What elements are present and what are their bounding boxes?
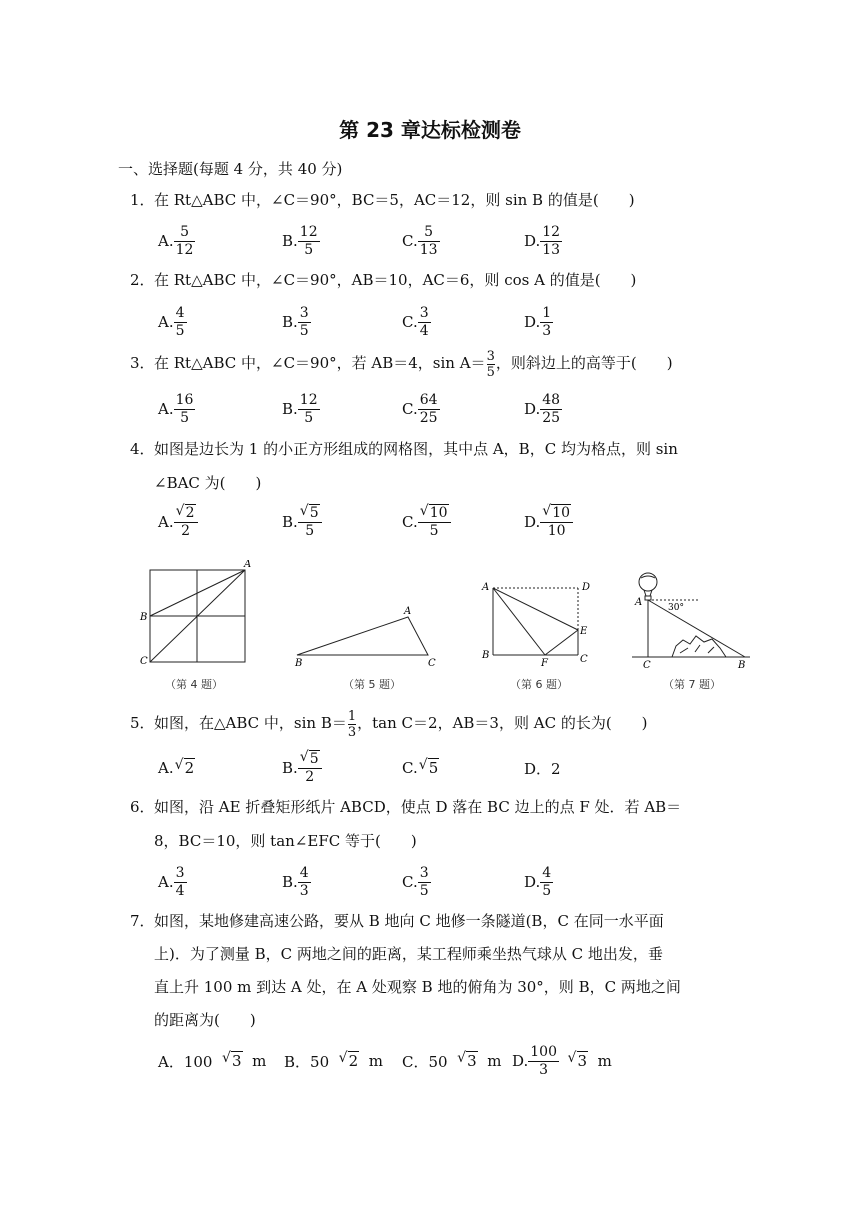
fig7-label-a: A [635, 597, 643, 608]
options-q4 [158, 500, 758, 544]
question-number: 4． [130, 440, 155, 458]
figure-5-triangle [297, 617, 428, 655]
question-4 [130, 432, 738, 500]
caption-fig7: （第 7 题） [663, 678, 721, 691]
fig6-label-c: C [580, 654, 588, 665]
option-b[interactable]: B．50 √ 2 m [284, 1050, 383, 1071]
question-text: 如图是边长为 1 的小正方形组成的网格图，其中点 A，B，C 均为格点，则 sin [154, 440, 678, 458]
options-q5 [158, 746, 758, 790]
option-a[interactable]: A. $\frac{5}{12}$ [158, 223, 194, 258]
figures-svg [0, 560, 860, 700]
fig4-label-c: C [140, 656, 148, 667]
question-number: 1． [130, 191, 155, 209]
option-c[interactable]: C. $\frac{3}{4}$ [402, 304, 429, 339]
option-d[interactable]: D. $\frac{48}{25}$ [524, 391, 561, 426]
question-1 [130, 183, 738, 217]
options-q2 [158, 300, 758, 344]
options-q3 [158, 387, 758, 431]
fig6-label-a: A [482, 582, 490, 593]
option-c[interactable]: C. $\frac{64}{25}$ [402, 391, 438, 426]
figure-7-balloon [632, 573, 750, 657]
question-text-cont: 8，BC＝10，则 tan∠EFC 等于( ) [154, 832, 417, 850]
caption-fig5: （第 5 题） [343, 678, 401, 691]
option-c[interactable]: C．50 √ 3 m [402, 1050, 502, 1071]
inline-fraction: $\frac{1}{3}$ [347, 708, 357, 740]
fig6-label-f: F [541, 658, 548, 669]
option-d[interactable]: D. $\frac{4}{5}$ [524, 864, 552, 899]
question-text: 如图，沿 AE 折叠矩形纸片 ABCD，使点 D 落在 BC 边上的点 F 处．若 AB＝ [154, 798, 682, 816]
question-3: 3．在 Rt△ABC 中，∠C＝90°，若 AB＝4，sin A＝ $\frac{3}{5}$ ，则斜边上的高等于( ) [130, 346, 738, 380]
options-q1 [158, 219, 758, 263]
caption-fig4: （第 4 题） [165, 678, 223, 691]
option-d[interactable]: D. $\frac{1}{3}$ [524, 304, 552, 339]
section-heading: 一、选择题(每题 4 分，共 40 分) [118, 160, 343, 178]
question-text: 在 Rt△ABC 中，∠C＝90°，AB＝10，AC＝6，则 cos A 的值是( ) [154, 271, 637, 289]
option-c[interactable]: C. √ 5 [402, 757, 439, 777]
inline-fraction: $\frac{3}{5}$ [486, 348, 495, 380]
question-text-cont: ∠BAC 为( ) [154, 474, 262, 492]
figure-4-grid [150, 570, 245, 662]
option-d[interactable]: D．2 [524, 759, 561, 778]
question-7: 7．如图，某地修建高速公路，要从 B 地向 C 地修一条隧道(B，C 在同一水平面 上)．为了测量 B，C 两地之间的距离，某工程师乘坐热气球从 C 地出发，垂 直上升 100 m 到达 A 处，在 A 处观察 B 地的俯角为 30°，则 B，C 两地之间 的距离为( ) [130, 905, 738, 1037]
question-text: 在 Rt△ABC 中，∠C＝90°，若 AB＝4，sin A＝ [154, 354, 486, 372]
fig5-label-a: A [404, 606, 412, 617]
option-a[interactable]: A. √ 2 2 [158, 500, 197, 544]
figures-row [0, 560, 860, 700]
fig4-label-b: B [140, 612, 148, 623]
option-a[interactable]: A. $\frac{3}{4}$ [158, 864, 185, 899]
option-d[interactable]: D. √ 10 10 [524, 500, 572, 544]
question-text: 如图，某地修建高速公路，要从 B 地向 C 地修一条隧道(B，C 在同一水平面 [154, 912, 664, 930]
option-b[interactable]: B. √ 5 2 [282, 746, 321, 790]
fig7-label-c: C [643, 660, 651, 671]
option-a[interactable]: A. $\frac{16}{5}$ [158, 391, 194, 426]
fig6-label-b: B [482, 650, 490, 661]
option-d[interactable]: D. $\frac{100}{3}$ √ 3 m [512, 1043, 612, 1078]
option-c[interactable]: C. $\frac{3}{5}$ [402, 864, 429, 899]
fig6-label-d: D [582, 582, 591, 593]
option-c[interactable]: C. √ 10 5 [402, 500, 450, 544]
figure-6-rectangle [493, 588, 578, 655]
option-b[interactable]: B. √ 5 5 [282, 500, 321, 544]
question-text: 在 Rt△ABC 中，∠C＝90°，BC＝5，AC＝12，则 sin B 的值是( ) [154, 191, 635, 209]
question-number: 6． [130, 798, 155, 816]
option-b[interactable]: B. $\frac{3}{5}$ [282, 304, 309, 339]
option-a[interactable]: A．100 √ 3 m [158, 1050, 267, 1071]
option-d[interactable]: D. $\frac{12}{13}$ [524, 223, 561, 258]
fig5-label-c: C [428, 658, 436, 669]
question-5: 5．如图，在△ABC 中，sin B＝ $\frac{1}{3}$ ，tan C＝2，AB＝3，则 AC 的长为( ) [130, 706, 738, 740]
option-b[interactable]: B. $\frac{4}{3}$ [282, 864, 309, 899]
question-2 [130, 263, 738, 297]
question-6 [130, 790, 738, 858]
question-number: 5． [130, 714, 155, 732]
fig6-label-e: E [580, 626, 588, 637]
question-number: 3． [130, 354, 155, 372]
fig7-label-angle: 30° [668, 603, 684, 613]
option-b[interactable]: B. $\frac{12}{5}$ [282, 391, 318, 426]
fig7-label-b: B [738, 660, 746, 671]
option-c[interactable]: C. $\frac{5}{13}$ [402, 223, 438, 258]
options-q7 [158, 1039, 758, 1083]
page-title: 第 23 章达标检测卷 [339, 118, 521, 142]
option-a[interactable]: A. $\frac{4}{5}$ [158, 304, 185, 339]
fig4-label-a: A [244, 560, 252, 570]
question-number: 2． [130, 271, 155, 289]
option-a[interactable]: A. √ 2 [158, 757, 195, 777]
option-b[interactable]: B. $\frac{12}{5}$ [282, 223, 318, 258]
caption-fig6: （第 6 题） [510, 678, 568, 691]
options-q6 [158, 860, 758, 904]
question-text: 如图，在△ABC 中，sin B＝ [154, 714, 347, 732]
fig5-label-b: B [295, 658, 303, 669]
question-number: 7． [130, 912, 155, 930]
